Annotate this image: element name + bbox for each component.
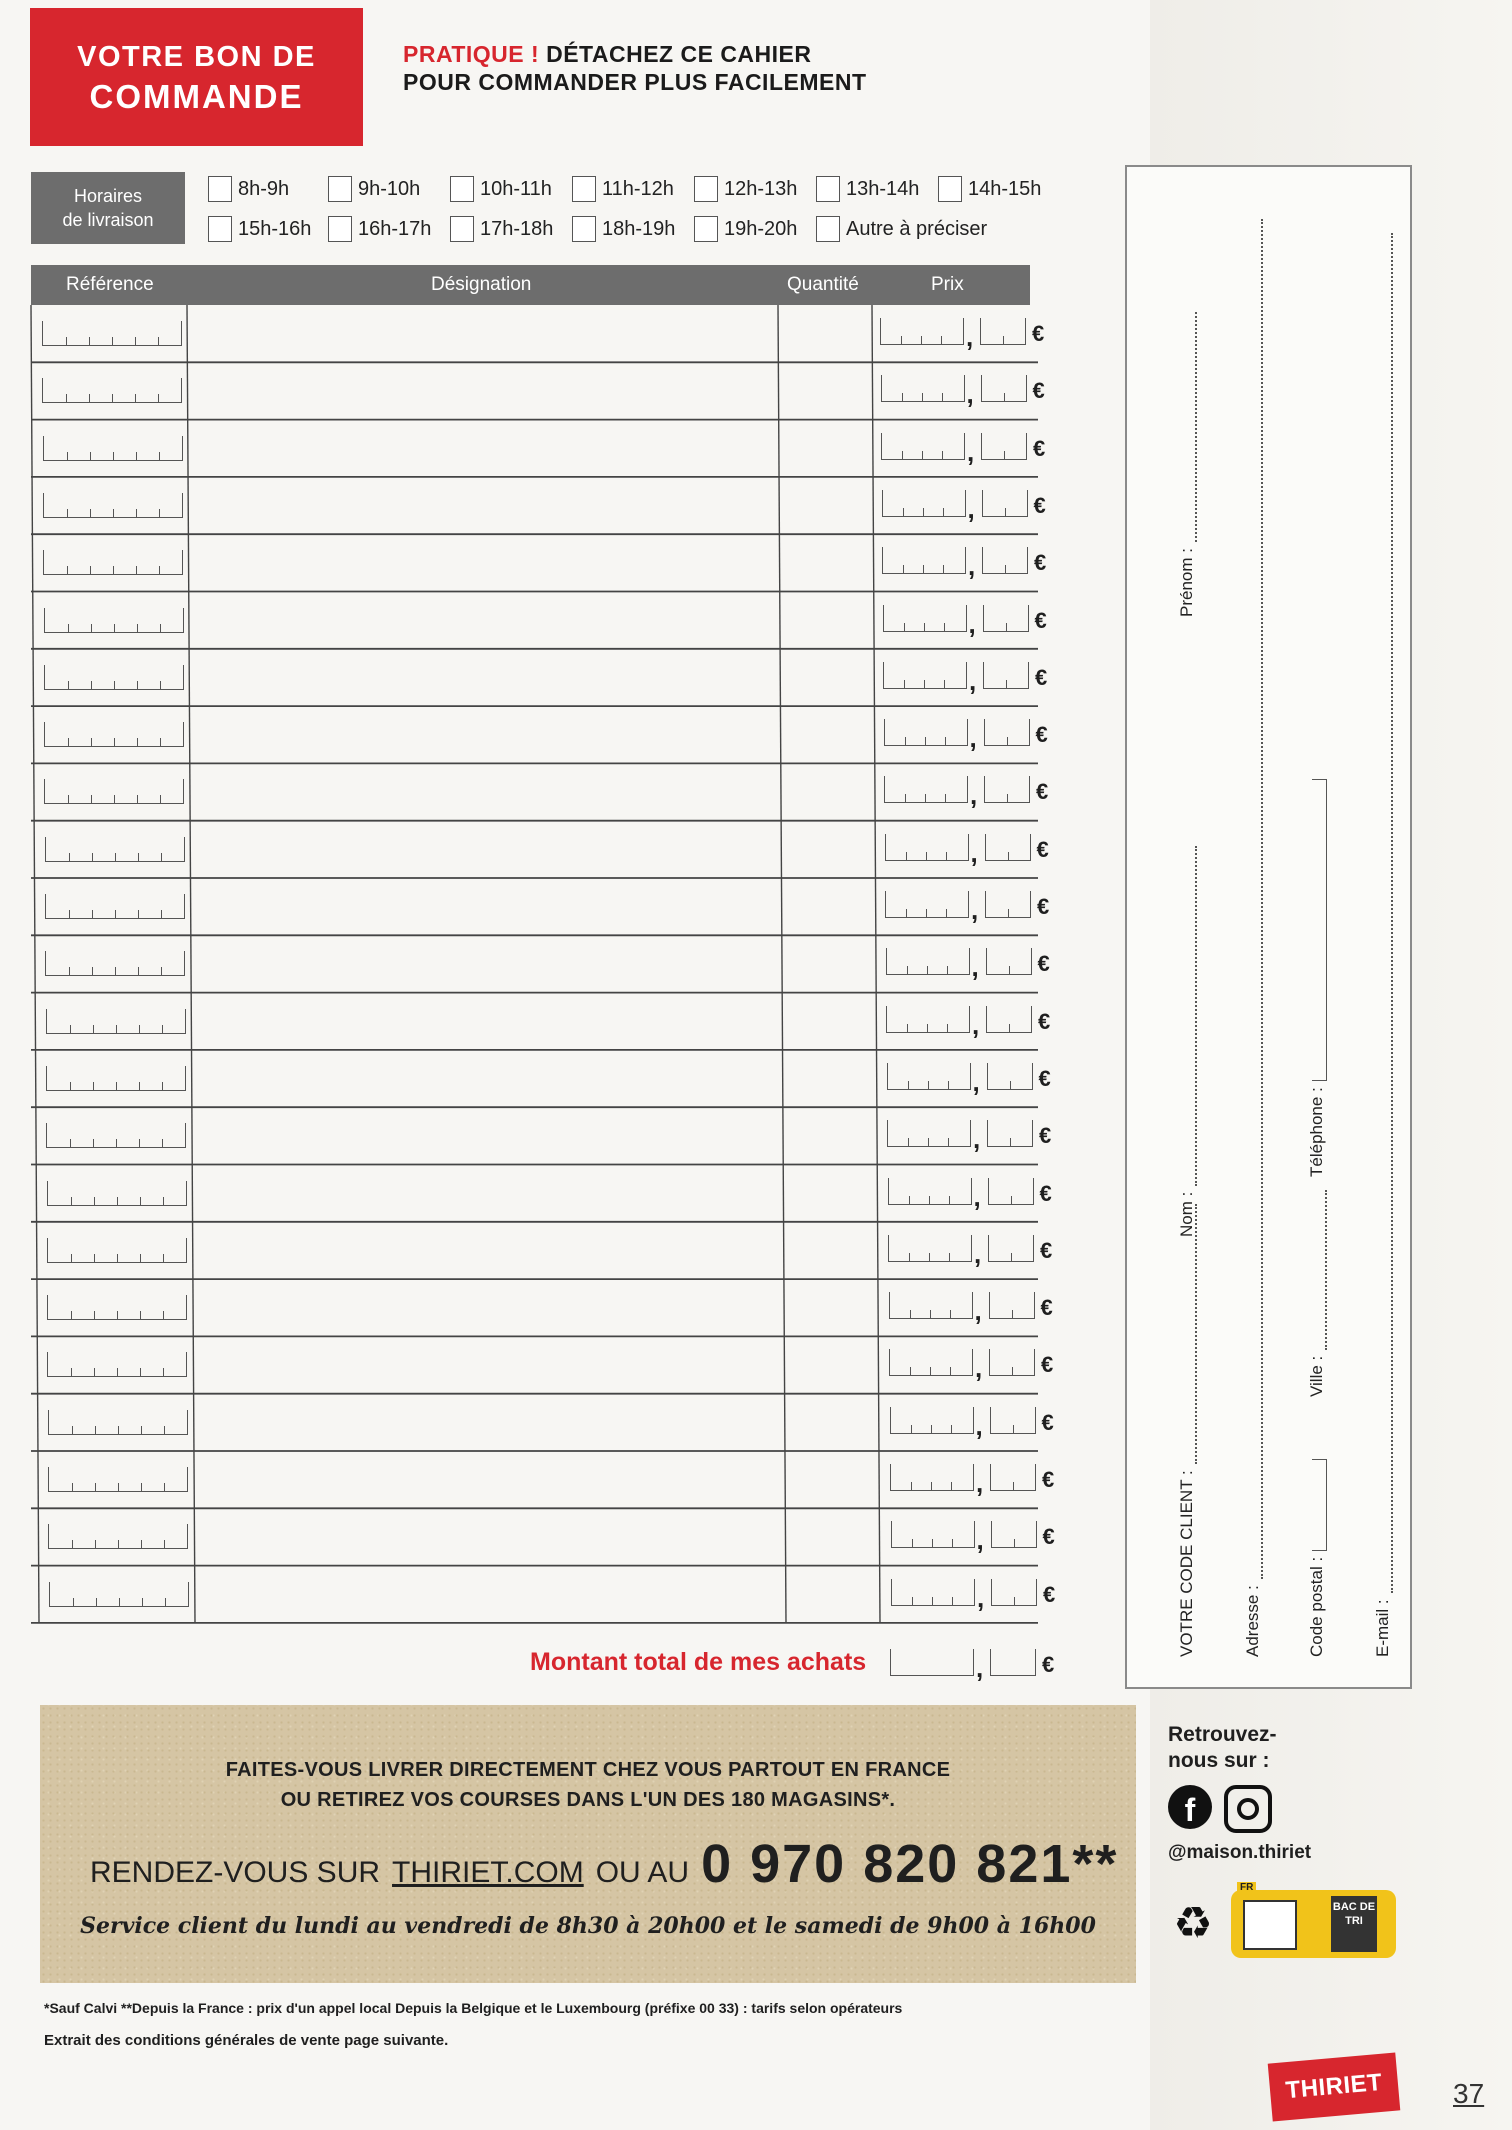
decimal-comma: ,: [976, 1525, 984, 1556]
decimal-comma: ,: [971, 895, 979, 925]
delivery-slot-checkbox[interactable]: [450, 176, 474, 202]
euro-sign: €: [1034, 550, 1047, 576]
table-row[interactable]: [0, 534, 1100, 591]
title-line-2: COMMANDE: [89, 78, 304, 115]
recycling-info: [1165, 1882, 1396, 1958]
table-row[interactable]: [0, 420, 1100, 477]
delivery-slot-checkbox[interactable]: [208, 216, 232, 242]
client-field-line[interactable]: [1181, 846, 1197, 1186]
delivery-slot-option[interactable]: [450, 176, 552, 202]
decimal-comma: ,: [976, 1468, 984, 1498]
delivery-slot-option[interactable]: [694, 176, 797, 202]
promo-banner: [40, 1705, 1136, 1983]
delivery-slot-label: 12h-13h: [724, 177, 798, 200]
euro-sign: €: [1040, 1237, 1053, 1263]
reference-input[interactable]: [47, 1295, 187, 1320]
tagline-accent: PRATIQUE !: [403, 41, 540, 67]
table-row[interactable]: [0, 1222, 1100, 1279]
client-field-line[interactable]: [1247, 219, 1263, 1579]
client-field[interactable]: [1177, 312, 1197, 617]
decimal-comma: ,: [968, 551, 976, 582]
decimal-comma: ,: [966, 379, 974, 410]
reference-input[interactable]: [43, 493, 183, 518]
cta-prefix: RENDEZ-VOUS SUR: [90, 1856, 381, 1889]
table-row[interactable]: [0, 935, 1100, 992]
delivery-slot-checkbox[interactable]: [328, 176, 352, 202]
euro-sign: €: [1041, 1352, 1054, 1378]
tagline: [403, 40, 867, 96]
client-field-line[interactable]: [1311, 1190, 1327, 1350]
euro-sign: €: [1037, 951, 1050, 977]
facebook-icon[interactable]: f: [1168, 1785, 1212, 1829]
decimal-comma: ,: [970, 837, 978, 868]
client-field[interactable]: [1307, 1190, 1327, 1397]
decimal-comma: ,: [973, 1181, 981, 1212]
delivery-slot-label: 16h-17h: [358, 217, 432, 240]
catalog-icon: [1243, 1900, 1297, 1950]
client-field-line[interactable]: [1181, 1204, 1197, 1464]
euro-sign: €: [1042, 1652, 1055, 1677]
euro-sign: €: [1039, 1180, 1052, 1206]
delivery-slot-checkbox[interactable]: [572, 176, 596, 202]
client-field[interactable]: [1307, 1459, 1327, 1657]
client-field-label: E-mail :: [1373, 1599, 1392, 1657]
country-flag-label: FR: [1237, 1882, 1256, 1893]
delivery-slot-option[interactable]: [816, 216, 987, 242]
client-field[interactable]: [1243, 219, 1263, 1657]
title-line-1: VOTRE BON DE: [77, 41, 316, 73]
euro-sign: €: [1039, 1123, 1052, 1149]
header-price: Prix: [931, 274, 964, 295]
table-row[interactable]: [0, 649, 1100, 706]
reference-input[interactable]: [48, 1467, 188, 1492]
thiriet-logo: THIRIET: [1268, 2053, 1401, 2122]
delivery-slot-checkbox[interactable]: [694, 216, 718, 242]
delivery-slot-option[interactable]: [572, 176, 674, 202]
reference-input[interactable]: [44, 665, 184, 690]
delivery-slot-checkbox[interactable]: [208, 176, 232, 202]
delivery-slot-option[interactable]: [208, 216, 311, 242]
client-field-label: Prénom :: [1177, 548, 1196, 617]
delivery-slot-checkbox[interactable]: [328, 216, 352, 242]
header-quantity: Quantité: [787, 274, 859, 295]
decimal-comma: ,: [977, 1582, 985, 1613]
client-field-line[interactable]: [1312, 779, 1327, 1081]
decimal-comma: ,: [971, 952, 979, 983]
euro-sign: €: [1035, 722, 1048, 748]
reference-input[interactable]: [45, 837, 185, 862]
decimal-comma: ,: [969, 665, 977, 696]
social-handle[interactable]: @maison.thiriet: [1168, 1842, 1312, 1863]
delivery-slot-label: Autre à préciser: [846, 217, 988, 240]
sorting-bin-icon: BAC DE TRI: [1331, 1896, 1377, 1952]
client-info-panel: [1125, 165, 1412, 1689]
header-designation: Désignation: [431, 274, 532, 295]
table-row[interactable]: [0, 1566, 1100, 1623]
client-field-label: VOTRE CODE CLIENT :: [1177, 1470, 1196, 1657]
order-form-title: [30, 8, 363, 146]
delivery-slot-option[interactable]: [938, 176, 1041, 202]
table-row[interactable]: [0, 1050, 1100, 1107]
reference-input[interactable]: [44, 722, 184, 747]
cta-mid: OU AU: [595, 1856, 690, 1889]
reference-input[interactable]: [44, 779, 184, 804]
decimal-comma: ,: [974, 1296, 982, 1327]
euro-sign: €: [1042, 1467, 1055, 1492]
website-link[interactable]: THIRIET.COM: [392, 1856, 584, 1889]
header-reference: Référence: [66, 274, 154, 295]
delivery-slot-option[interactable]: [450, 216, 553, 242]
terms-note: Extrait des conditions générales de vente page suivante.: [44, 2032, 449, 2049]
reference-input[interactable]: [46, 1009, 186, 1034]
client-field-label: Ville :: [1307, 1355, 1326, 1397]
client-field[interactable]: [1373, 233, 1393, 1657]
euro-sign: €: [1043, 1581, 1056, 1607]
table-row[interactable]: [0, 1107, 1100, 1164]
delivery-slot-label: 19h-20h: [724, 217, 798, 240]
delivery-slot-checkbox[interactable]: [694, 176, 718, 202]
reference-input[interactable]: [46, 1123, 186, 1148]
delivery-slot-label: 8h-9h: [238, 177, 290, 200]
decimal-comma: ,: [974, 1238, 982, 1269]
footnote: *Sauf Calvi **Depuis la France : prix d'un appel local Depuis la Belgique et le Luxembourg (préfixe 00 33) : tarifs selon opérateurs: [44, 2000, 903, 2016]
delivery-slot-checkbox[interactable]: [816, 216, 840, 242]
delivery-label-line-1: Horaires: [73, 186, 143, 206]
delivery-slot-option[interactable]: [694, 216, 797, 242]
tagline-rest: DÉTACHEZ CE CAHIER: [546, 41, 812, 67]
total-label: Montant total de mes achats: [530, 1648, 867, 1676]
euro-sign: €: [1036, 779, 1049, 805]
delivery-slot-label: 17h-18h: [480, 217, 554, 240]
delivery-slot-option[interactable]: [208, 176, 289, 202]
sorting-info-badge: [1231, 1882, 1396, 1958]
table-row[interactable]: [0, 1394, 1100, 1451]
delivery-slot-label: 11h-12h: [602, 177, 674, 200]
client-field-line[interactable]: [1377, 233, 1393, 1593]
reference-input[interactable]: [45, 951, 185, 976]
table-row[interactable]: [0, 993, 1100, 1050]
table-row[interactable]: [0, 1165, 1100, 1222]
delivery-slot-label: 15h-16h: [238, 217, 312, 240]
euro-sign: €: [1037, 894, 1050, 919]
reference-input[interactable]: [43, 550, 183, 575]
delivery-slot-label: 18h-19h: [602, 217, 676, 240]
decimal-comma: ,: [976, 1653, 984, 1683]
client-field-label: Téléphone :: [1307, 1087, 1326, 1177]
tagline-line-2: POUR COMMANDER PLUS FACILEMENT: [403, 69, 867, 95]
decimal-comma: ,: [970, 780, 978, 811]
reference-input[interactable]: [42, 378, 182, 403]
table-row[interactable]: [0, 1336, 1100, 1393]
table-row[interactable]: [0, 592, 1100, 649]
decimal-comma: ,: [969, 723, 977, 754]
euro-sign: €: [1038, 1065, 1051, 1091]
euro-sign: €: [1033, 492, 1046, 518]
social-title: [1168, 1722, 1277, 1774]
table-row[interactable]: [0, 706, 1100, 763]
delivery-slot-checkbox[interactable]: [572, 216, 596, 242]
euro-sign: €: [1035, 664, 1048, 690]
promo-cta: [90, 1833, 1130, 1895]
social-title-line-1: Retrouvez-: [1168, 1723, 1277, 1746]
reference-input[interactable]: [47, 1238, 187, 1263]
decimal-comma: ,: [975, 1410, 983, 1441]
table-row[interactable]: [0, 362, 1100, 419]
euro-sign: €: [1033, 435, 1046, 461]
client-field-label: Code postal :: [1307, 1556, 1326, 1657]
client-field[interactable]: [1307, 779, 1327, 1177]
delivery-slot-option[interactable]: [572, 216, 675, 242]
table-row[interactable]: [0, 763, 1100, 820]
reference-input[interactable]: [45, 894, 185, 919]
euro-sign: €: [1034, 607, 1047, 633]
delivery-label-line-2: de livraison: [62, 210, 154, 230]
client-field[interactable]: [1177, 1204, 1197, 1657]
delivery-slot-checkbox[interactable]: [816, 176, 840, 202]
table-row[interactable]: [0, 878, 1100, 935]
reference-input[interactable]: [44, 608, 184, 633]
table-row[interactable]: [0, 477, 1100, 534]
promo-text: [40, 1755, 1136, 1815]
delivery-slot-option[interactable]: [816, 176, 919, 202]
reference-input[interactable]: [49, 1582, 189, 1607]
client-field[interactable]: [1177, 846, 1197, 1237]
euro-sign: €: [1032, 321, 1045, 346]
delivery-slot-label: 13h-14h: [846, 177, 920, 200]
decimal-comma: ,: [972, 1009, 980, 1040]
promo-line-1: FAITES-VOUS LIVRER DIRECTEMENT CHEZ VOUS PARTOUT EN FRANCE: [225, 1759, 951, 1781]
instagram-icon[interactable]: [1224, 1785, 1272, 1833]
decimal-comma: ,: [967, 493, 975, 524]
table-header: [31, 265, 1030, 305]
reference-input[interactable]: [47, 1181, 187, 1206]
client-field-line[interactable]: [1312, 1459, 1327, 1551]
delivery-slot-label: 9h-10h: [358, 177, 421, 200]
page-number: 37: [1453, 2078, 1485, 2109]
reference-input[interactable]: [43, 436, 183, 461]
service-hours: Service client du lundi au vendredi de 8h30 à 20h00 et le samedi de 9h00 à 16h00: [80, 1913, 1096, 1939]
delivery-slot-label: 14h-15h: [968, 177, 1042, 200]
euro-sign: €: [1041, 1409, 1054, 1435]
reference-input[interactable]: [47, 1352, 187, 1377]
reference-input[interactable]: [46, 1066, 186, 1091]
delivery-slot-label: 10h-11h: [480, 177, 552, 200]
client-field-label: Nom :: [1177, 1191, 1196, 1237]
delivery-hours-label: [31, 172, 185, 244]
delivery-slot-option[interactable]: [328, 216, 431, 242]
client-field-line[interactable]: [1181, 312, 1197, 542]
triman-icon: ♻: [1173, 1899, 1213, 1948]
reference-input[interactable]: [42, 321, 182, 346]
table-row[interactable]: [0, 1279, 1100, 1336]
decimal-comma: ,: [972, 1066, 980, 1097]
decimal-comma: ,: [975, 1353, 983, 1384]
euro-sign: €: [1040, 1295, 1053, 1321]
reference-input[interactable]: [48, 1410, 188, 1435]
delivery-slot-checkbox[interactable]: [938, 176, 962, 202]
table-row[interactable]: [0, 1508, 1100, 1565]
phone-number[interactable]: 0 970 820 821**: [701, 1834, 1119, 1894]
euro-sign: €: [1038, 1008, 1051, 1034]
euro-sign: €: [1042, 1524, 1055, 1550]
euro-sign: €: [1036, 836, 1049, 862]
decimal-comma: ,: [967, 436, 975, 467]
client-field-label: Adresse :: [1243, 1585, 1262, 1657]
euro-sign: €: [1032, 378, 1045, 404]
decimal-comma: ,: [968, 608, 976, 639]
social-title-line-2: nous sur :: [1168, 1749, 1270, 1772]
decimal-comma: ,: [966, 322, 974, 352]
table-row[interactable]: [0, 1451, 1100, 1508]
delivery-slot-checkbox[interactable]: [450, 216, 474, 242]
reference-input[interactable]: [48, 1524, 188, 1549]
total-price-field[interactable]: [890, 1648, 1070, 1683]
table-row[interactable]: [0, 305, 1100, 362]
table-row[interactable]: [0, 821, 1100, 878]
promo-line-2: OU RETIREZ VOS COURSES DANS L'UN DES 180 MAGASINS*.: [280, 1789, 896, 1811]
delivery-slot-option[interactable]: [328, 176, 420, 202]
decimal-comma: ,: [973, 1124, 981, 1155]
social-icons: [1168, 1785, 1272, 1833]
